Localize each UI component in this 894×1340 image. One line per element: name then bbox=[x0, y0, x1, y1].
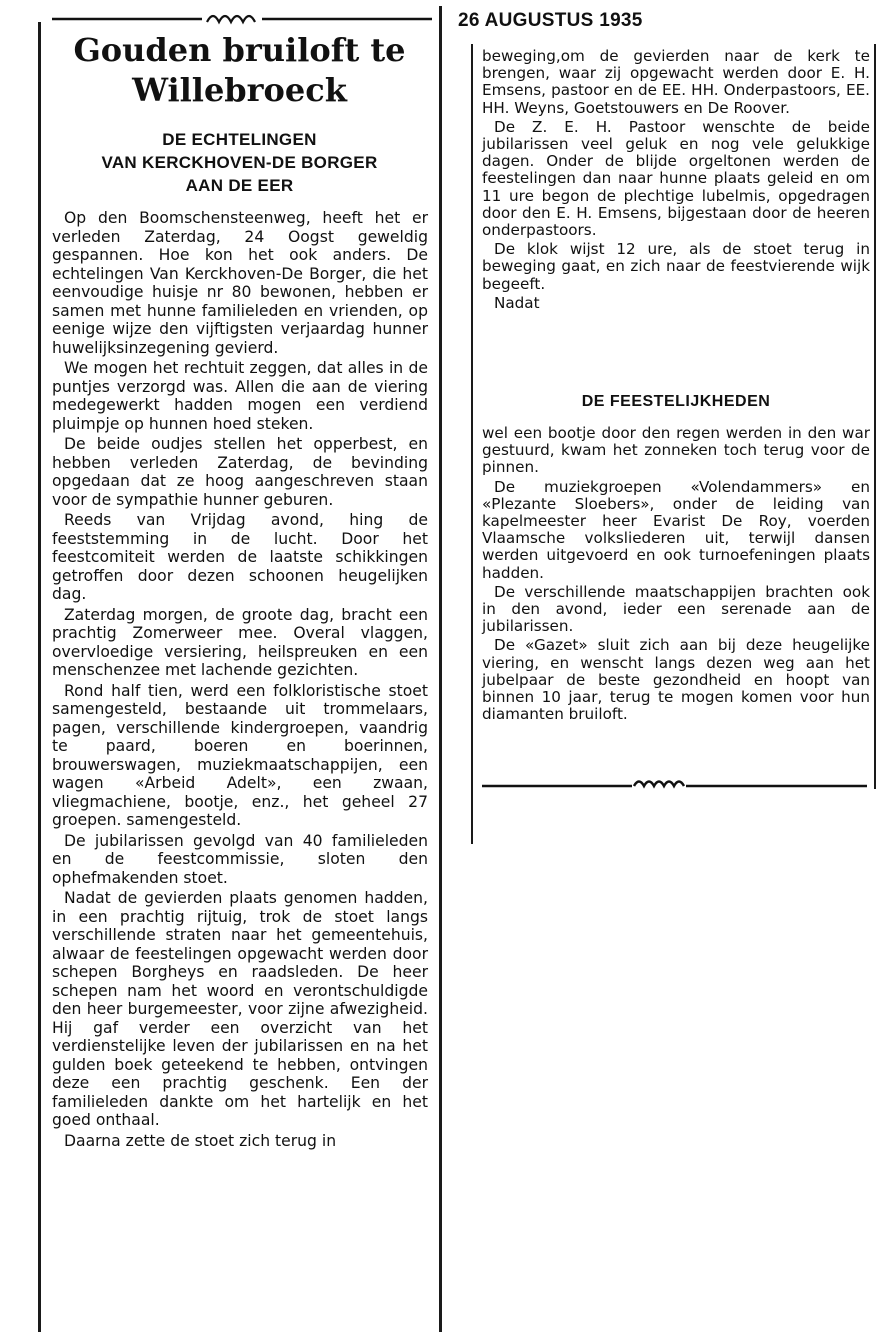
paragraph: Daarna zette de stoet zich terug in bbox=[64, 1131, 337, 1150]
column-rule-middle bbox=[439, 6, 442, 1332]
article-column-2-top bbox=[482, 48, 870, 314]
article-headline: Gouden bruiloft te Willebroeck bbox=[73, 31, 406, 109]
paragraph: wel een bootje door den regen werden in den war gestuurd, kwam het zonneken toch terug voor de pinnen. bbox=[482, 424, 870, 477]
article-column-2-bottom bbox=[482, 425, 870, 725]
column-rule-right-inner bbox=[471, 44, 473, 844]
paragraph: De beide oudjes stellen het opperbest, en hebben verleden Zaterdag, de bevinding opgedaan dat ze hoog aangeschreven staan voor de sympathie hunner geburen. bbox=[52, 435, 428, 509]
paragraph: Rond half tien, werd een folkloristische stoet samengesteld, bestaande uit trommelaars, pagen, verschillende kindergroepen, vaandrig te paard, boeren en boerinnen, brouwerswagen, muziekmaatschappijen, een wagen «Arbeid Adelt», een zwaan, vliegmachiene, bootje, enz., het geheel 27 groepen. samengesteld. bbox=[52, 681, 428, 829]
paragraph: beweging,om de gevierden naar de kerk te brengen, waar zij opgewacht werden door E. H. Emsens, pastoor en de EE. HH. Onderpastoors, EE. HH. Weyns, Goetstouwers en De Roover. bbox=[482, 47, 870, 117]
article-column-1 bbox=[52, 209, 428, 1152]
paragraph: Zaterdag morgen, de groote dag, bracht een prachtig Zomerweer mee. Overal vlaggen, overvloedige versiering, heilspreuken en een menschenzee met lachende gezichten. bbox=[52, 605, 428, 679]
newspaper-date: 26 AUGUSTUS 1935 bbox=[458, 10, 643, 31]
column-rule-left bbox=[38, 22, 41, 1332]
paragraph: De verschillende maatschappijen brachten ook in den avond, ieder een serenade aan de jubilarissen. bbox=[482, 582, 870, 636]
section-heading: DE FEESTELIJKHEDEN bbox=[581, 393, 771, 410]
paragraph: De «Gazet» sluit zich aan bij deze heugelijke viering, en wenscht langs dezen weg aan het jubelpaar de beste gezondheid en hoopt van binnen 10 jaar, terug te mogen komen voor hun diamanten bruiloft. bbox=[482, 636, 870, 724]
paragraph: Op den Boomschensteenweg, heeft het er verleden Zaterdag, 24 Oogst geweldig gespannen. Hoe kon het ook anders. De echtelingen Van Kerckhoven-De Borger, die het eenvoudige huisje nr 80 bewonen, hebben er samen met hunne familieleden en vrienden, op eenige wijze den vijftigsten verjaardag hunner huwelijksinzegening gevierd. bbox=[52, 209, 428, 357]
ornament-rule-end bbox=[482, 774, 867, 798]
paragraph: Nadat de gevierden plaats genomen hadden, in een prachtig rijtuig, trok de stoet langs verschillende straten naar het gemeentehuis, alwaar de feestelingen opgewacht werden door schepen Borgheys en raadsleden. De heer schepen nam het woord en verontschuldigde den heer burgemeester, voor zijne afwezigheid. Hij gaf verder een overzicht van het verdienstelijke leven der jubilarissen en na het gulden boek geteekend te hebben, ontvingen deze een prachtig geschenk. Een der familieleden dankte om het hartelijk en het goed onthaal. bbox=[52, 889, 428, 1129]
paragraph: De jubilarissen gevolgd van 40 familieleden en de feestcommissie, sloten den ophefmakenden stoet. bbox=[52, 831, 428, 887]
paragraph: Reeds van Vrijdag avond, hing de feeststemming in de lucht. Door het feestcomiteit werden de laatste schikkingen getroffen door dezen schoonen heugelijken dag. bbox=[52, 511, 428, 603]
paragraph: De klok wijst 12 ure, als de stoet terug in beweging gaat, en zich naar de feestvierende wijk begeeft. bbox=[482, 240, 870, 293]
paragraph: We mogen het rechtuit zeggen, dat alles in de puntjes verzorgd was. Allen die aan de viering medegewerkt hadden mogen een verdiend pluimpje op hunnen hoed steken. bbox=[52, 359, 428, 433]
paragraph: De Z. E. H. Pastoor wenschte de beide jubilarissen veel geluk en nog vele gelukkige dagen. Onder de blijde orgeltonen werden de feestelingen dan naar hunne plaats geleid en om 11 ure begon de plechtige lubelmis, opgedragen door den E. H. Emsens, bijgestaan door de heeren onderpastoors. bbox=[482, 117, 870, 240]
paragraph: De muziekgroepen «Volendammers» en «Plezante Sloebers», onder de leiding van kapelmeester heer Evarist De Roy, voerden Vlaamsche volksliederen uit, terwijl dansen werden uitgevoerd en ook turnoefeningen plaats hadden. bbox=[482, 477, 870, 582]
ornament-rule-top bbox=[52, 8, 432, 28]
column-rule-right-outer bbox=[874, 44, 876, 789]
paragraph: Nadat bbox=[494, 293, 540, 312]
article-subheading: DE ECHTELINGEN VAN KERCKHOVEN-DE BORGER AAN DE EER bbox=[101, 130, 378, 195]
